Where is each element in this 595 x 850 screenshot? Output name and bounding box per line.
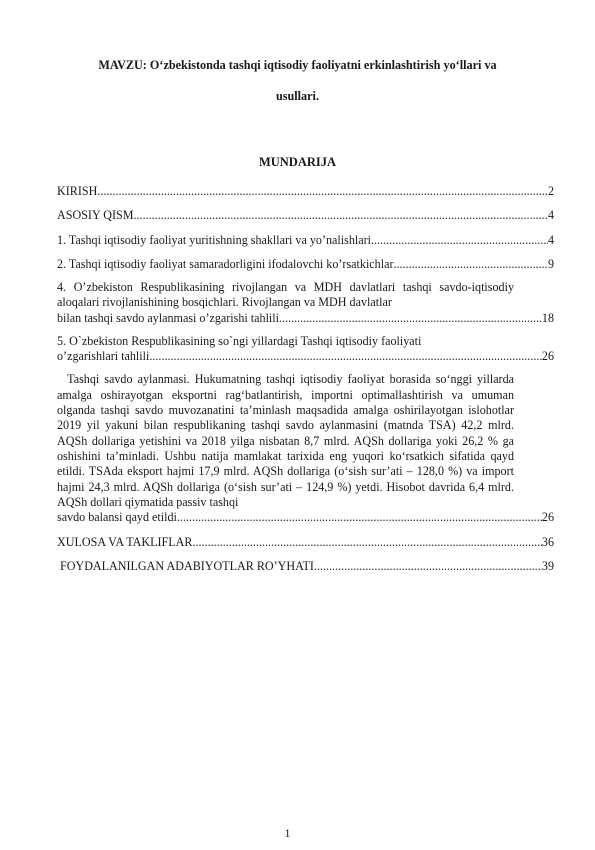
toc-entry-page: 9	[547, 257, 554, 271]
toc-entry-page: 36	[541, 534, 554, 549]
toc-entry-text: 4. O’zbekiston Respublikasining rivojlangan va MDH davlatlari tashqi savdo-iqtisodiy aloqalari rivojlanishining bosqichlari. Rivojlangan va MDH davlatlar	[57, 280, 514, 310]
table-of-contents	[57, 174, 554, 574]
title-line-2: usullari.	[275, 89, 319, 103]
toc-entry-tashqi-savdo[interactable]	[57, 372, 554, 525]
toc-entry-page: 2	[547, 183, 554, 198]
toc-entry-text-last: bilan tashqi savdo aylanmasi o’zgarishi tahlili	[57, 310, 280, 325]
toc-entry-section-5[interactable]	[57, 334, 554, 365]
toc-entry-text-last: savdo balansi qayd etildi	[57, 510, 177, 525]
toc-leader	[134, 208, 548, 223]
toc-entry-text: Tashqi savdo aylanmasi. Hukumatning tashqi iqtisodiy faoliyat borasida so‘nggi yillarda amalga oshirayotgan eksportni rag‘batlantirish, importni optimallashtirish va umuman olganda tashqi savdo muvozanatini ta’minlash maqsadida amalga oshirilayotgan islohotlar 2019 yil yakuni bilan respublikaning tashqi savdo aylanmasini (matnda TSA) 42,2 mlrd. AQSh dollariga yetishini va 2018 yilga nisbatan 8,7 mlrd. AQSh dollariga yoki 26,2 % ga oshishini ta’minladi. Ushbu natija mamlakat tarixida eng yuqori ko‘rsatkich sifatida qayd etildi. TSAda eksport hajmi 17,9 mlrd. AQSh dollariga (o‘sish sur’ati – 128,0 %) va import hajmi 24,3 mlrd. AQSh dollariga (o‘sish sur’ati – 124,9 %) yetdi. Hisobot davrida 6,4 mlrd. AQSh dollari qiymatida passiv tashqi	[57, 372, 518, 509]
toc-entry-page: 39	[541, 559, 554, 574]
toc-entry-kirish[interactable]	[57, 174, 554, 199]
toc-entry-page: 18	[541, 310, 554, 325]
toc-entry-xulosa[interactable]	[57, 525, 554, 550]
toc-leader	[393, 257, 547, 272]
toc-leader	[279, 311, 542, 326]
toc-entry-section-2[interactable]	[57, 248, 554, 273]
toc-entry-text: XULOSA VA TAKLIFLAR	[57, 534, 193, 549]
toc-entry-page: 4	[547, 208, 554, 222]
toc-entry-page: 26	[541, 510, 554, 525]
toc-leader	[192, 535, 541, 550]
toc-entry-text: ASOSIY QISM	[57, 208, 134, 222]
toc-leader	[149, 349, 542, 364]
toc-entry-text-last: o’zgarishlari tahlili	[57, 349, 150, 364]
toc-entry-page: 26	[541, 349, 554, 364]
toc-leader	[371, 233, 548, 248]
toc-entry-text: KIRISH	[57, 183, 98, 198]
toc-entry-text: 1. Tashqi iqtisodiy faoliyat yuritishning shakllari va yo’nalishlari	[57, 232, 371, 247]
toc-leader	[97, 184, 548, 199]
toc-entry-text: FOYDALANILGAN ADABIYOTLAR RO’YHATI	[60, 559, 314, 574]
document-title	[40, 50, 555, 112]
toc-entry-asosiy-qism[interactable]	[57, 199, 554, 224]
toc-entry-page: 4	[547, 232, 554, 247]
toc-entry-section-1[interactable]	[57, 223, 554, 248]
toc-leader	[314, 559, 542, 574]
toc-entry-text: 2. Tashqi iqtisodiy faoliyat samaradorligini ifodalovchi ko’rsatkichlar	[57, 257, 394, 271]
page-number: 1	[284, 826, 291, 840]
toc-heading: MUNDARIJA	[258, 155, 337, 169]
toc-entry-section-4[interactable]	[57, 280, 554, 326]
toc-entry-adabiyotlar[interactable]	[57, 550, 554, 575]
title-line-1: MAVZU: O‘zbekistonda tashqi iqtisodiy faoliyatni erkinlashtirish yo‘llari va	[98, 58, 497, 72]
toc-entry-text: 5. O`zbekiston Respublikasining so`ngi yillardagi Tashqi iqtisodiy faoliyati	[57, 333, 422, 348]
toc-leader	[177, 510, 542, 525]
